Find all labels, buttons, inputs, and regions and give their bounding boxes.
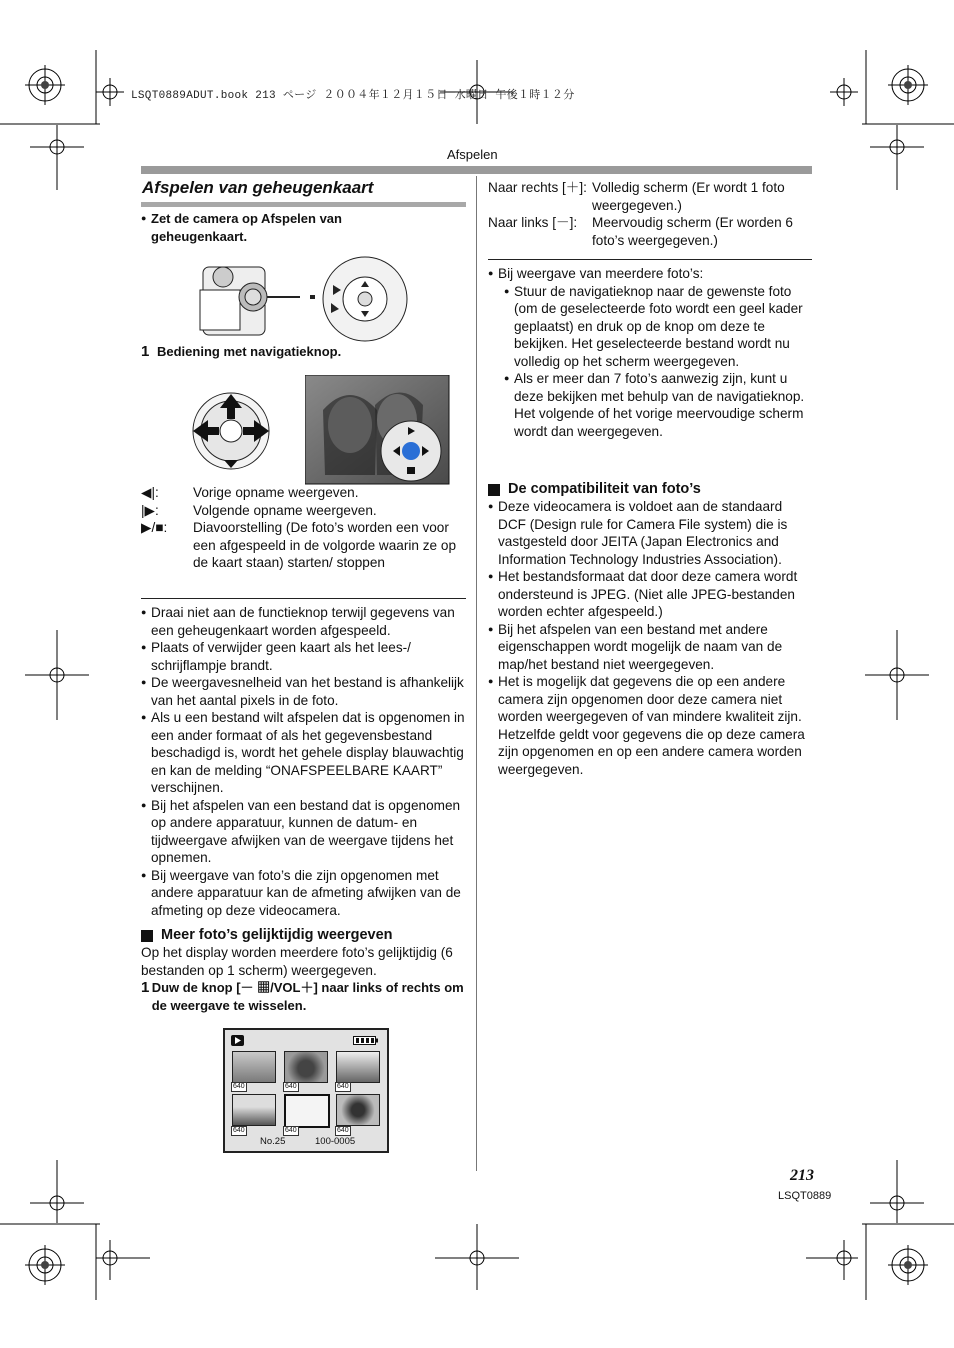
step-1-text: Bediening met navigatieknop. (157, 344, 342, 359)
multi-heading-text: Meer foto’s gelijktijdig weergeven (161, 927, 393, 943)
thumbnail-6[interactable] (336, 1094, 380, 1126)
heading-square-icon (141, 930, 153, 942)
multi-view-screen (223, 1028, 389, 1153)
compat-heading-text: De compatibiliteit van foto’s (508, 481, 701, 497)
resolution-badge: 640 (233, 1083, 245, 1090)
prev-text: Vorige opname weergeven. (193, 485, 359, 500)
column-divider (476, 176, 477, 1171)
intro-bullet: ● Zet de camera op Afspelen van geheugenkaart. (141, 210, 391, 245)
resolution-badge: 640 (285, 1127, 297, 1134)
slideshow-text: Diavoorstelling (De foto’s worden een voor een afgespeeld in de volgorde waarin ze op de kaart staan) starten/ stoppen (193, 520, 457, 570)
next-text: Volgende opname weergeven. (193, 502, 377, 518)
thumbnail-4[interactable] (232, 1094, 276, 1126)
nav-row-right (488, 179, 813, 214)
document-code: LSQT0889 (778, 1190, 832, 1202)
resolution-badge: 640 (337, 1127, 349, 1134)
compat-item: ● Het is mogelijk dat gegevens die op een andere camera zijn opgenomen door deze camera niet worden weergegeven of van mindere kwaliteit zijn. Hetzelfde geldt voor gegevens die op deze camera zijn opgenomen en op een andere camera worden weergegeven. (488, 673, 812, 778)
nav-right-key: Naar rechts [＋]: (488, 180, 587, 195)
note-item: ● Bij weergave van foto’s die zijn opgenomen met andere apparatuur kan de afmeting afwijken van de afmeting op deze videocamera. (141, 867, 466, 920)
heading-square-icon (488, 484, 500, 496)
divider-rule (141, 598, 466, 599)
multi-heading (141, 927, 393, 945)
file-counter: No.25 (260, 1136, 286, 1147)
sub-bullet: ● Als er meer dan 7 foto’s aanwezig zijn, kunt u deze bekijken met behulp van de navigatieknop. Het volgende of het vorige meervoudige scherm wordt dan weergegeven. (504, 370, 812, 440)
print-header: LSQT0889ADUT.book 213 ページ ２００４年１２月１５日 水曜日 午後１時１２分 (131, 90, 575, 102)
nav-direction-table (488, 179, 813, 249)
navigation-button-illustration (190, 390, 274, 470)
resolution-badge: 640 (233, 1127, 245, 1134)
compat-item: ● Het bestandsformaat dat door deze camera wordt ondersteund is JPEG. (Niet alle JPEG-bestanden worden echter afgespeeld.) (488, 568, 812, 621)
multi-view-bullet: ● Bij weergave van meerdere foto’s: (488, 265, 812, 283)
divider-rule (488, 259, 812, 260)
note-item: ● Als u een bestand wilt afspelen dat is opgenomen in een ander formaat of als het gegevensbestand beschadigd is, wordt het gehele display blauwachtig en kan de melding “ONAFSPEELBARE KAART” verschijnen. (141, 709, 466, 797)
compat-heading (488, 481, 701, 499)
header-bar (141, 166, 812, 174)
step-2 (141, 979, 466, 1014)
thumbnail-2[interactable] (284, 1051, 328, 1083)
prev-symbol: ◀|: (141, 485, 159, 500)
camera-dial-illustration (195, 255, 410, 343)
thumbnail-3[interactable] (336, 1051, 380, 1083)
resolution-badge: 640 (337, 1083, 349, 1090)
nav-left-text: Meervoudig scherm (Er worden 6 foto’s weergegeven.) (592, 215, 793, 248)
playback-photo-illustration (305, 375, 450, 485)
step-1-number: 1 (141, 343, 150, 360)
operations-list (141, 484, 466, 572)
nav-row-left (488, 214, 813, 249)
compat-item: ● Deze videocamera is voldoet aan de standaard DCF (Design rule for Camera File system) die is vastgesteld door JEITA (Japan Electronics and Information Technology Industries Association). (488, 498, 812, 568)
multi-view-notes (488, 265, 812, 440)
slideshow-symbol: ▶/■: (141, 520, 168, 535)
multi-description: Op het display worden meerdere foto’s gelijktijdig (6 bestanden op 1 scherm) weergegeven. (141, 945, 453, 978)
folder-number: 100-0005 (315, 1136, 356, 1147)
next-symbol: |▶: (141, 502, 159, 518)
page-number: 213 (790, 1167, 814, 1184)
thumbnail-1[interactable] (232, 1051, 276, 1083)
play-mode-icon (231, 1035, 245, 1047)
section-label: Afspelen (447, 147, 498, 162)
note-item: ● De weergavesnelheid van het bestand is afhankelijk van het aantal pixels in de foto. (141, 674, 466, 709)
resolution-badge: 640 (285, 1083, 297, 1090)
step-2-number: 1 (141, 979, 150, 996)
step-2-text: Duw de knop [－ ▦/VOL＋] naar links of rechts om de weergave te wisselen. (151, 980, 464, 1013)
page-title: Afspelen van geheugenkaart (142, 178, 374, 197)
battery-icon (353, 1036, 379, 1045)
step-1 (141, 343, 341, 361)
note-item: ● Draai niet aan de functieknop terwijl gegevens van een geheugenkaart worden afgespeeld. (141, 604, 466, 639)
notes-list (141, 604, 466, 919)
sub-bullet: ● Stuur de navigatieknop naar de gewenste foto (om de geselecteerde foto wordt een geel kader geplaatst) en druk op de knop om deze te bekijken. Het geselecteerde bestand wordt nu volledig op het scherm weergegeven. (504, 283, 812, 371)
note-item: ● Plaats of verwijder geen kaart als het lees-/ schrijflampje brandt. (141, 639, 466, 674)
nav-left-key: Naar links [－]: (488, 215, 578, 230)
nav-right-text: Volledig scherm (Er wordt 1 foto weergegeven.) (592, 180, 785, 213)
title-rule (141, 202, 466, 207)
thumbnail-5-selected[interactable] (284, 1094, 330, 1128)
compat-list (488, 498, 812, 778)
note-item: ● Bij het afspelen van een bestand dat is opgenomen op andere apparatuur, kunnen de datum- en tijdweergave afwijken van de weergave tijdens het opnemen. (141, 797, 466, 867)
compat-item: ● Bij het afspelen van een bestand met andere eigenschappen wordt mogelijk de naam van de map/het bestand niet weergegeven. (488, 621, 812, 674)
